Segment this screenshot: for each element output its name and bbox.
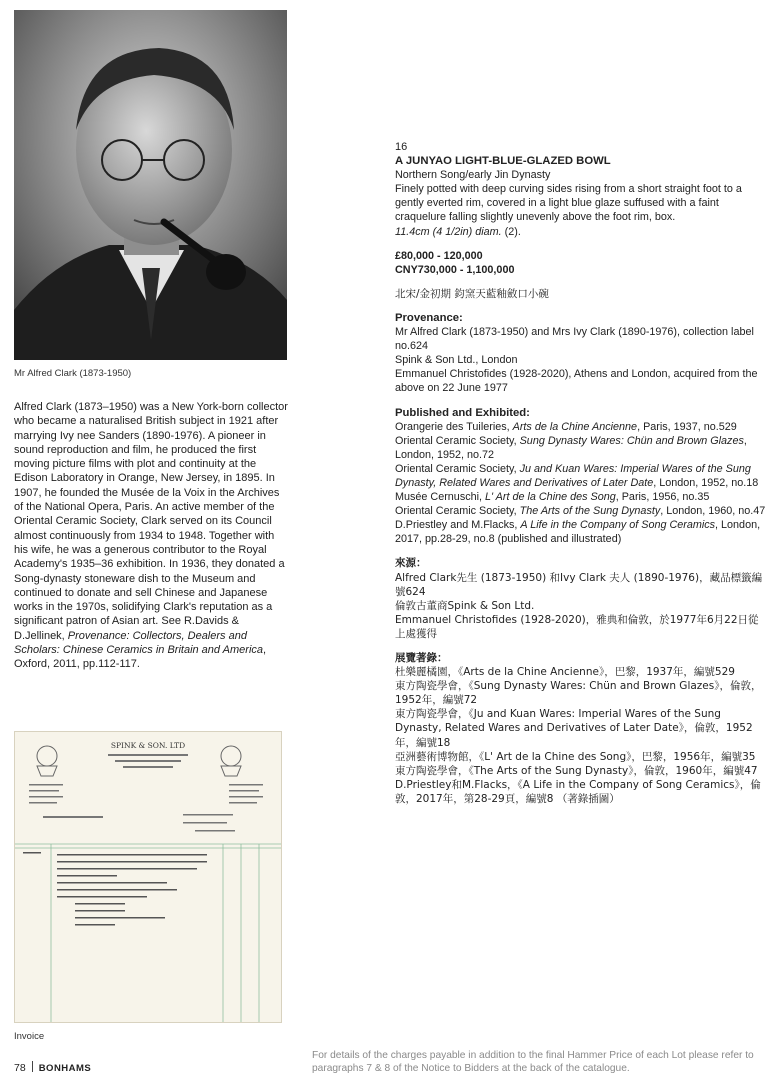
published-title: Arts de la Chine Ancienne <box>512 420 638 433</box>
portrait-caption: Mr Alfred Clark (1873-1950) <box>14 368 132 379</box>
published-source: Musée Cernuschi, <box>395 491 486 504</box>
zh-published-item: 東方陶瓷學會，《Sung Dynasty Wares: Chün and Brown Glazes》，倫敦，1952年，編號72 <box>395 680 762 707</box>
provenance-item: Mr Alfred Clark (1873-1950) and Mrs Ivy Clark (1890-1976), collection label no.624 <box>395 326 754 353</box>
bio-text: Alfred Clark (1873–1950) was a New York-born collector who became a naturalised British subject in 1921 after marrying Ivy nee Sanders (1890-1976). A pioneer in sound reproduction and film, he produced the first moving picture films with plot and continuity at the Edison Laboratory in Orange, New Jersey, in 1895. In 1907, he founded the Musée de la Voix in the Archives of the National Opera, Paris. An active member of the Oriental Ceramic Society, Clark served on its Council almost continuously from 1934 to 1948. Together with his wife, he was a generous contributor to the Royal Academy's 1935–36 exhibition. In 1936, they donated a Song-dynasty stoneware dish to the Museum and continued to donate and sell Chinese and Japanese works in the 1970s, solidifying Clark's reputation as a significant patron of Asian art. See R.Davids & D.Jellinek, <box>14 401 288 642</box>
published-detail: , Paris, 1937, no.529 <box>637 420 737 433</box>
invoice-image <box>14 731 282 1023</box>
zh-provenance-item: Alfred Clark先生 (1873-1950) 和Ivy Clark 夫人 (1890-1976)，藏品標籤編號624 <box>395 571 763 598</box>
zh-provenance-item: Emmanuel Christofides (1928-2020)，雅典和倫敦，於1977年6月22日從上處獲得 <box>395 613 759 640</box>
published-heading: Published and Exhibited: <box>395 406 530 419</box>
footer-divider <box>32 1061 33 1072</box>
published-item <box>395 434 767 462</box>
published-detail: , London, 1960, no.47 <box>660 505 766 518</box>
lot-period: Northern Song/early Jin Dynasty <box>395 169 551 182</box>
portrait-image <box>14 10 287 360</box>
zh-published-item: D.Priestley和M.Flacks，《A Life in the Company of Song Ceramics》，倫敦，2017年，第28-29頁，編號8 （著錄插圖） <box>395 778 761 805</box>
published-source: Oriental Ceramic Society, <box>395 462 520 475</box>
lot-dimensions-count: (2). <box>501 225 521 238</box>
lot-description-text: Finely potted with deep curving sides rising from a short straight foot to a gently everted rim, covered in a light blue glaze suffused with a faint craquelure falling slightly unevenly above the foot rim, box. <box>395 183 742 224</box>
bio-text-end: , Oxford, 2011, pp.112-117. <box>14 644 267 671</box>
zh-published-item: 亞洲藝術博物館，《L' Art de la Chine des Song》，巴黎，1956年，編號35 <box>395 750 756 763</box>
zh-provenance-item: 倫敦古董商Spink & Son Ltd. <box>395 599 535 612</box>
portrait-photo <box>14 10 287 360</box>
published-detail: , London, 2017, pp.28-29, no.8 (published and illustrated) <box>395 519 761 546</box>
published-detail: , London, 1952, no.18 <box>653 476 759 489</box>
lot-chinese-title: 北宋/金初期 鈞窯天藍釉斂口小碗 <box>395 287 549 300</box>
invoice-letterhead: SPINK & SON. LTD <box>110 741 186 750</box>
published-item <box>395 504 767 518</box>
invoice-caption: Invoice <box>14 1031 45 1042</box>
provenance-heading: Provenance: <box>395 311 463 324</box>
published-detail: , London, 1952, no.72 <box>395 434 747 461</box>
zh-published-item: 東方陶瓷學會，《The Arts of the Sung Dynasty》，倫敦，1960年，編號47 <box>395 764 758 777</box>
provenance-item: Emmanuel Christofides (1928-2020), Athens and London, acquired from the above on 22 June 1977 <box>395 368 758 395</box>
estimate-cny: CNY730,000 - 1,100,000 <box>395 263 515 276</box>
estimate-gbp: £80,000 - 120,000 <box>395 249 483 262</box>
lot-title: A JUNYAO LIGHT-BLUE-GLAZED BOWL <box>395 155 611 168</box>
published-title: L' Art de la Chine des Song <box>485 491 616 504</box>
published-detail: , Paris, 1956, no.35 <box>615 491 710 504</box>
published-source: Oriental Ceramic Society, <box>395 505 520 518</box>
invoice-document <box>15 732 281 1022</box>
published-item <box>395 518 767 546</box>
published-item <box>395 490 767 504</box>
zh-published-item: 東方陶瓷學會，《Ju and Kuan Wares: Imperial Wares of the Sung Dynasty, Related Wares and Derivatives of Later Date》，倫敦，1952年，編號18 <box>395 708 753 749</box>
published-title: Sung Dynasty Wares: Chün and Brown Glazes <box>519 434 744 447</box>
lot-number: 16 <box>395 141 408 153</box>
page-footer <box>14 1061 91 1074</box>
published-title: A Life in the Company of Song Ceramics <box>520 519 716 532</box>
zh-published-item: 杜樂麗橘園，《Arts de la Chine Ancienne》，巴黎，1937年，編號529 <box>395 666 735 679</box>
published-source: D.Priestley and M.Flacks, <box>395 519 521 532</box>
published-item <box>395 420 767 434</box>
lot-dimensions-size: 11.4cm (4 1/2in) diam. <box>395 225 502 238</box>
published-item <box>395 462 767 490</box>
zh-published-heading: 展覽著錄： <box>395 652 448 664</box>
bio-italic-title: Provenance: Collectors, Dealers and Scholars: Chinese Ceramics in Britain and America <box>14 629 264 657</box>
footer-note: For details of the charges payable in addition to the final Hammer Price of each Lot please refer to paragraphs 7 & 8 of the Notice to Bidders at the back of the catalogue. <box>312 1050 754 1074</box>
lot-description <box>395 140 767 806</box>
footer-brand: BONHAMS <box>38 1063 92 1074</box>
published-title: The Arts of the Sung Dynasty <box>519 505 661 518</box>
lot-dimensions <box>395 225 767 239</box>
zh-provenance-heading: 來源： <box>395 557 427 570</box>
provenance-item: Spink & Son Ltd., London <box>395 354 518 367</box>
published-source: Orangerie des Tuileries, <box>395 420 513 433</box>
published-title: Ju and Kuan Wares: Imperial Wares of the Sung Dynasty, Related Wares and Derivatives of Later Date <box>395 462 751 489</box>
biography-paragraph <box>14 400 289 672</box>
published-source: Oriental Ceramic Society, <box>395 434 520 447</box>
page-number: 78 <box>14 1062 26 1074</box>
